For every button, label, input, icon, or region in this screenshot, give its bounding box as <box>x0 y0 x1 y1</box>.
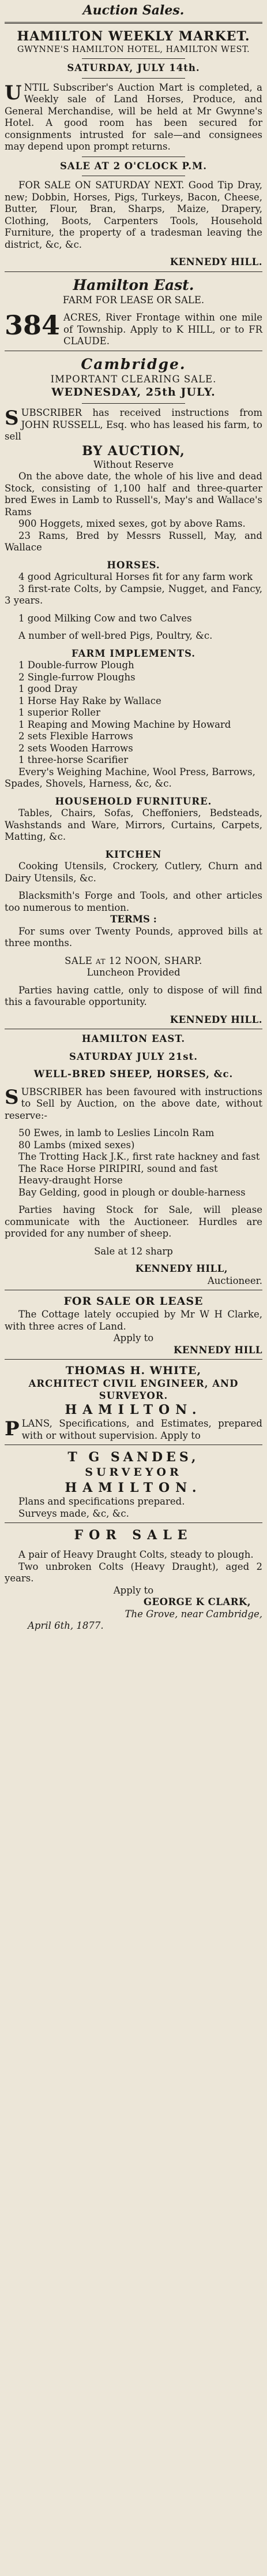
list-item: 1 Horse Hay Rake by Wallace <box>18 695 161 706</box>
list-item: 80 Lambs (mixed sexes) <box>18 1139 135 1151</box>
ad-intro-text: UBSCRIBER has received instructions from JOHN RUSSELL, Esq. who has leased his farm, to sell <box>5 407 262 442</box>
ad-signature-role: Auctioneer. <box>207 1275 262 1286</box>
ad-intro <box>5 1086 262 1122</box>
section-header: Auction Sales. <box>82 3 185 18</box>
ad-for-sale-or-lease <box>5 1294 262 1356</box>
acreage-number: 384 <box>5 310 61 341</box>
divider <box>5 22 262 24</box>
ad-body <box>5 312 262 348</box>
ad-body: The Cottage lately occupied by Mr W H Clarke, with three acres of Land. <box>5 1309 262 1332</box>
advertisement-column <box>5 2 262 1632</box>
ad-signature: GEORGE K CLARK, <box>143 1596 251 1607</box>
ad-subtitle: WELL-BRED SHEEP, HORSES, &c. <box>33 1069 234 1079</box>
ad-date: SATURDAY, JULY 14th. <box>67 62 200 73</box>
ad-paragraph: A number of well-bred Pigs, Poultry, &c. <box>18 630 213 641</box>
ad-intro <box>5 407 262 443</box>
ad-title: HAMILTON WEEKLY MARKET. <box>17 29 250 44</box>
ad-paragraph: On the above date, the whole of his live and dead Stock, consisting of 1,100 half and three-quarter bred Ewes in Lamb to Russell's, May's and Wallace's Rams <box>5 471 262 518</box>
list-item: 1 good Dray <box>18 683 78 694</box>
ad-cambridge-clearing-sale <box>5 355 262 1026</box>
ad-date: WEDNESDAY, 25th JULY. <box>51 386 216 399</box>
luncheon: Luncheon Provided <box>87 967 180 978</box>
ad-title: HAMILTON EAST. <box>81 1033 186 1044</box>
by-auction: BY AUCTION, <box>82 443 185 459</box>
ad-name: THOMAS H. WHITE, <box>65 1364 202 1377</box>
list-item: 1 superior Roller <box>18 707 100 718</box>
drop-cap: S <box>5 407 19 430</box>
ad-paragraph: For sums over Twenty Pounds, approved bills at three months. <box>5 925 262 948</box>
ad-title: Hamilton East. <box>73 276 194 293</box>
ad-name: T G SANDES, <box>67 1450 200 1465</box>
ad-paragraph: Blacksmith's Forge and Tools, and other articles too numerous to mention. <box>5 890 262 913</box>
list-item: 2 Single-furrow Ploughs <box>18 671 136 683</box>
ad-next-sale: FOR SALE ON SATURDAY NEXT. Good Tip Dray, new; Dobbin, Horses, Pigs, Turkeys, Bacon, Cheese, Butter, Flour, Bran, Sharps, Maize, Drapery, Clothing, Boots, Carpenters Tools, Household Furniture, the property of a tradesman leaving the district, &c, &c. <box>5 180 262 250</box>
subheading-kitchen: KITCHEN <box>105 848 162 860</box>
ad-paragraph: Cooking Utensils, Crockery, Cutlery, Churn and Dairy Utensils, &c. <box>5 861 262 884</box>
list-item: 1 Reaping and Mowing Machine by Howard <box>18 719 231 730</box>
list-item: Every's Weighing Machine, Wool Press, Barrows, Spades, Shovels, Harness, &c, &c. <box>5 766 255 789</box>
ad-title: FOR SALE OR LEASE <box>63 1295 204 1308</box>
ad-town: HAMILTON. <box>65 1402 202 1417</box>
ad-subtitle: FARM FOR LEASE OR SALE. <box>62 294 205 306</box>
ad-line: Plans and specifications prepared. <box>18 1496 185 1507</box>
ad-sale-time: SALE at 12 NOON, SHARP. <box>65 955 202 966</box>
drop-cap: U <box>5 81 22 105</box>
subheading-implements: FARM IMPLEMENTS. <box>71 647 196 659</box>
ad-signature: KENNEDY HILL <box>173 1344 262 1356</box>
divider <box>82 403 185 404</box>
ad-body-text: NTIL Subscriber's Auction Mart is completed, a Weekly sale of Land Horses, Produce, and General Merchandise, will be held at Mr Gwynne's Hotel. A good room has been secured for consignments intrusted for sale—and consignees may depend upon prompt returns. <box>5 81 262 152</box>
ad-line: A pair of Heavy Draught Colts, steady to plough. <box>18 1549 254 1560</box>
ad-paragraph: 1 good Milking Cow and two Calves <box>18 612 192 624</box>
divider <box>5 271 262 272</box>
ad-paragraph: 900 Hoggets, mixed sexes, got by above Rams. <box>18 518 246 529</box>
ad-sale-time: Sale at 12 sharp <box>94 1245 173 1257</box>
without-reserve: Without Reserve <box>93 459 174 470</box>
ad-signature: KENNEDY HILL. <box>170 1014 262 1025</box>
subheading-horses: HORSES. <box>107 559 160 571</box>
ad-line: Two unbroken Colts (Heavy Draught), aged 2 years. <box>5 1561 262 1584</box>
list-item: The Race Horse PIRIPIRI, sound and fast <box>18 1163 218 1174</box>
ad-tg-sandes <box>5 1449 262 1520</box>
ad-paragraph: 4 good Agricultural Horses fit for any farm work <box>18 571 253 582</box>
ad-for-sale-colts <box>5 1527 262 1632</box>
ad-paragraph: Tables, Chairs, Sofas, Cheffoniers, Bedsteads, Washstands and Ware, Mirrors, Curtains, Carpets, Matting, &c. <box>5 807 262 842</box>
ad-date: SATURDAY JULY 21st. <box>69 1051 198 1062</box>
divider <box>82 78 185 79</box>
ad-title: Cambridge. <box>81 355 186 373</box>
ad-apply: Apply to <box>113 1332 154 1343</box>
ad-sale-time: SALE AT 2 O'CLOCK P.M. <box>60 160 207 172</box>
list-item: 1 three-horse Scarifier <box>18 754 129 765</box>
ad-body-text: ACRES, River Frontage within one mile of Township. Apply to K HILL, or to FR CLAUDE. <box>63 312 262 347</box>
list-item: 2 sets Wooden Harrows <box>18 742 133 754</box>
list-item: Heavy-draught Horse <box>18 1175 123 1186</box>
ad-role: SURVEYOR <box>85 1466 182 1479</box>
divider <box>5 1359 262 1360</box>
ad-line: Surveys made, &c, &c. <box>18 1507 129 1519</box>
ad-hamilton-east-sheep <box>5 1033 262 1287</box>
implements-list <box>5 660 262 790</box>
list-item: 1 Double-furrow Plough <box>18 660 134 671</box>
list-item: Bay Gelding, good in plough or double-harness <box>18 1186 246 1198</box>
list-item: 50 Ewes, in lamb to Leslies Lincoln Ram <box>18 1127 215 1138</box>
subheading-terms: TERMS : <box>110 914 157 925</box>
ad-body-text: LANS, Specifications, and Estimates, prepared with or without supervision. Apply to <box>21 1418 262 1441</box>
ad-hamilton-weekly-market <box>5 28 262 269</box>
ad-signature: KENNEDY HILL. <box>170 256 262 267</box>
ad-intro-text: UBSCRIBER has been favoured with instructions to Sell by Auction, on the above date, without reserve:- <box>5 1086 262 1121</box>
divider <box>5 1522 262 1523</box>
ad-paragraph: Parties having cattle, only to dispose of will find this a favourable opportunity. <box>5 984 262 1007</box>
ad-role: ARCHITECT CIVIL ENGINEER, AND SURVEYOR. <box>28 1378 239 1401</box>
ad-body <box>5 1418 262 1442</box>
ad-body <box>5 82 262 153</box>
stock-list <box>5 1127 262 1198</box>
ad-place: The Grove, near Cambridge, <box>125 1608 262 1620</box>
drop-cap: S <box>5 1085 19 1109</box>
subheading-furniture: HOUSEHOLD FURNITURE. <box>55 795 212 807</box>
ad-paragraph: Parties having Stock for Sale, will please communicate with the Auctioneer. Hurdles are provided for any number of sheep. <box>5 1204 262 1239</box>
list-item: The Trotting Hack J.K., first rate hackney and fast <box>18 1151 260 1162</box>
ad-venue: GWYNNE'S HAMILTON HOTEL, HAMILTON WEST. <box>17 45 250 54</box>
divider <box>82 58 185 59</box>
ad-signature: KENNEDY HILL, <box>135 1263 228 1274</box>
ad-hamilton-east-farm <box>5 276 262 348</box>
ad-paragraph: 23 Rams, Bred by Messrs Russell, May, and Wallace <box>5 530 262 553</box>
list-item: 2 sets Flexible Harrows <box>18 731 133 742</box>
ad-thomas-white <box>5 1364 262 1442</box>
ad-date: April 6th, 1877. <box>28 1620 104 1631</box>
ad-town: HAMILTON. <box>65 1480 202 1495</box>
ad-title: FOR SALE <box>74 1528 193 1543</box>
drop-cap: P <box>5 1417 20 1440</box>
ad-apply: Apply to <box>113 1584 154 1596</box>
ad-subtitle: IMPORTANT CLEARING SALE. <box>50 373 217 385</box>
ad-paragraph: 3 first-rate Colts, by Campsie, Nugget, and Fancy, 3 years. <box>5 583 262 606</box>
